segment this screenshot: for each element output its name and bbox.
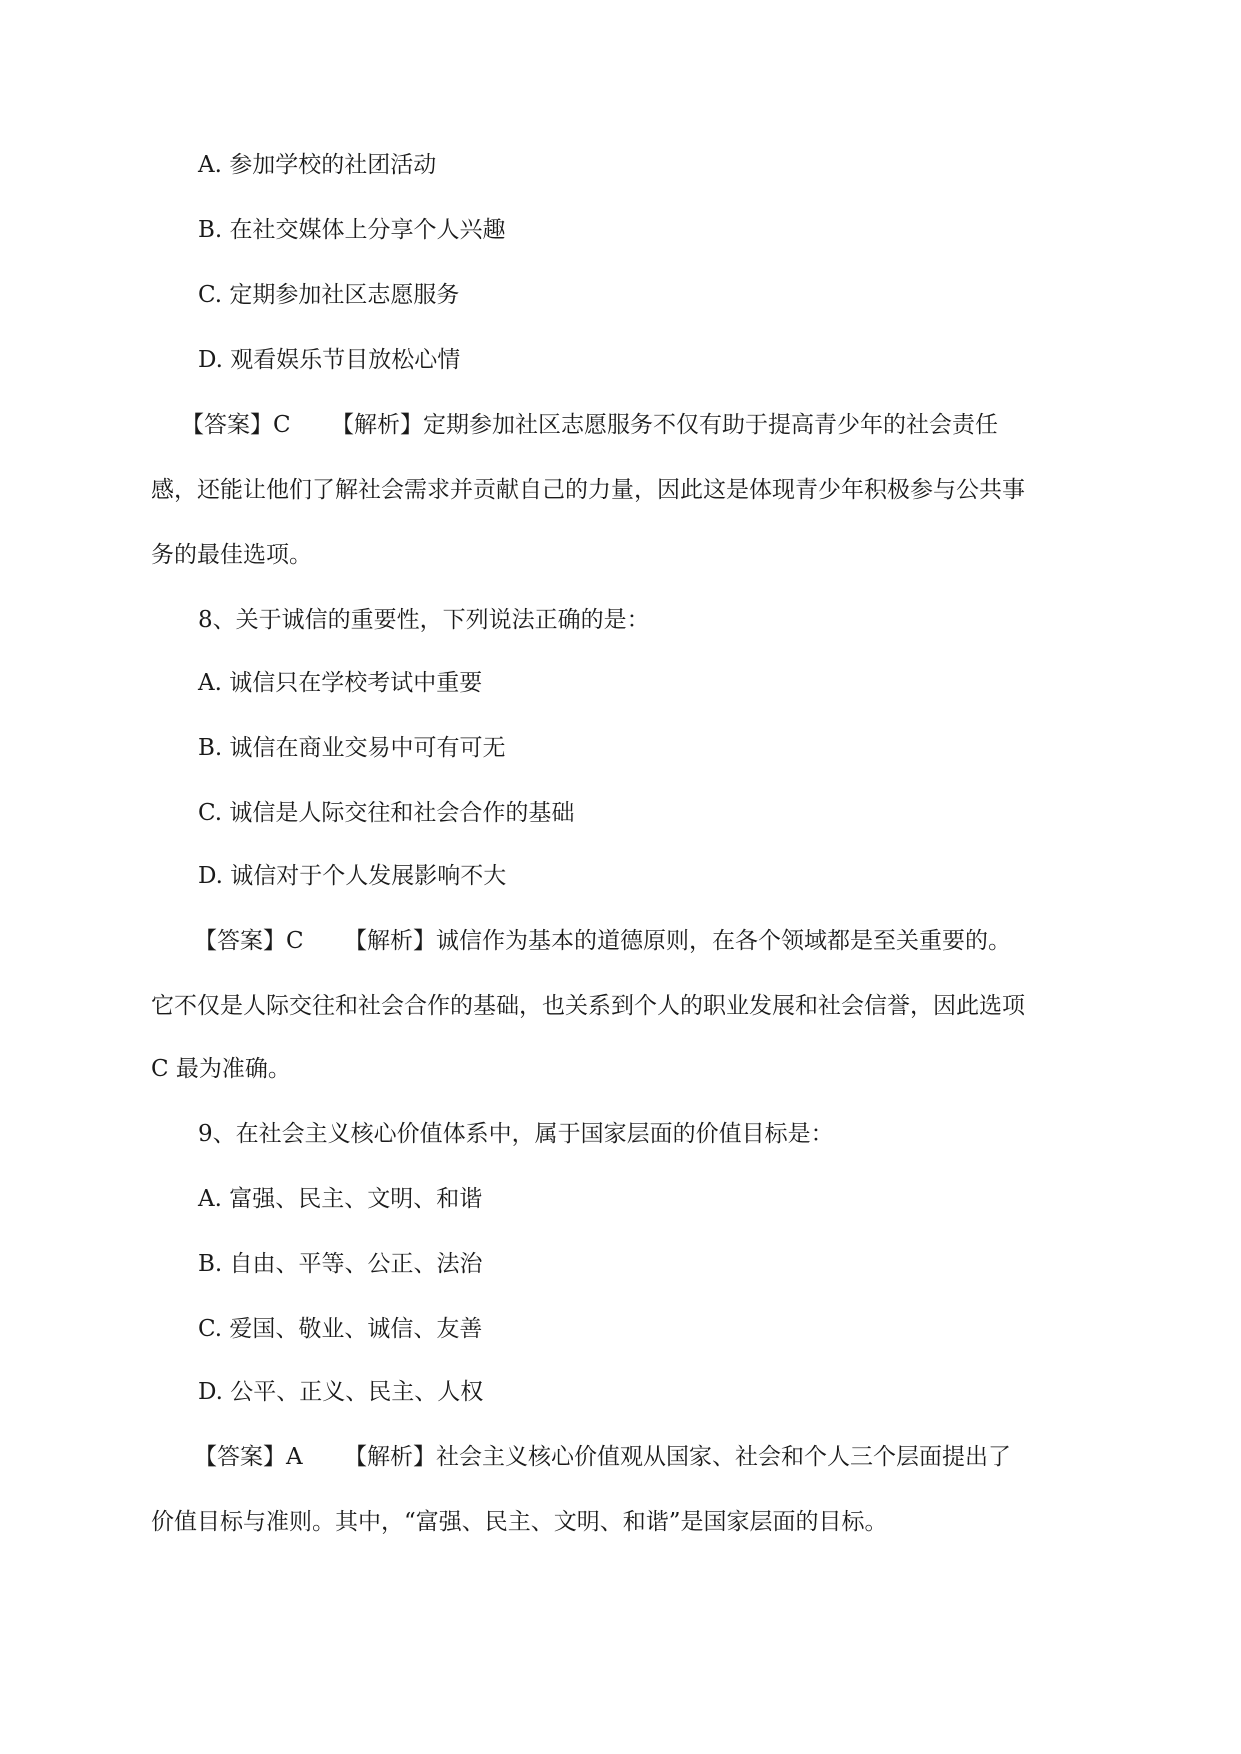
q7-answer: 【答案】C [181,412,291,438]
q9-answer-line [194,1442,1011,1472]
q7-analysis-line-2: 感，还能让他们了解社会需求并贡献自己的力量，因此这是体现青少年积极参与公共事 [151,477,1025,503]
q7-analysis-line-3: 务的最佳选项。 [151,542,312,568]
q9-option-a: A. 富强、民主、文明、和谐 [198,1186,483,1212]
q8-option-d: D. 诚信对于个人发展影响不大 [198,863,507,889]
q9-option-c: C. 爱国、敬业、诚信、友善 [198,1316,483,1342]
q8-analysis-line-3: C 最为准确。 [151,1056,291,1082]
q7-option-b: B. 在社交媒体上分享个人兴趣 [198,217,506,243]
q7-option-a: A. 参加学校的社团活动 [198,152,437,178]
q7-option-c: C. 定期参加社区志愿服务 [198,282,460,308]
q8-analysis: 【解析】诚信作为基本的道德原则，在各个领域都是至关重要的。 [344,928,1011,954]
q7-answer-line [181,410,998,440]
q9-option-d: D. 公平、正义、民主、人权 [198,1379,484,1405]
q9-answer: 【答案】A [194,1444,303,1470]
q9-question: 9、在社会主义核心价值体系中，属于国家层面的价值目标是： [198,1121,834,1147]
q8-option-c: C. 诚信是人际交往和社会合作的基础 [198,800,575,826]
q8-analysis-line-2: 它不仅是人际交往和社会合作的基础，也关系到个人的职业发展和社会信誉，因此选项 [151,993,1025,1019]
q8-option-a: A. 诚信只在学校考试中重要 [198,670,483,696]
q9-analysis: 【解析】社会主义核心价值观从国家、社会和个人三个层面提出了 [344,1444,1011,1470]
q8-question: 8、关于诚信的重要性，下列说法正确的是： [198,607,650,633]
q8-answer-line [194,926,1011,956]
q9-option-b: B. 自由、平等、公正、法治 [198,1251,483,1277]
q7-option-d: D. 观看娱乐节目放松心情 [198,347,461,373]
q9-analysis-line-2: 价值目标与准则。其中，“富强、民主、文明、和谐”是国家层面的目标。 [151,1509,888,1535]
q8-answer: 【答案】C [194,928,304,954]
q8-option-b: B. 诚信在商业交易中可有可无 [198,735,506,761]
q7-analysis: 【解析】定期参加社区志愿服务不仅有助于提高青少年的社会责任 [331,412,998,438]
